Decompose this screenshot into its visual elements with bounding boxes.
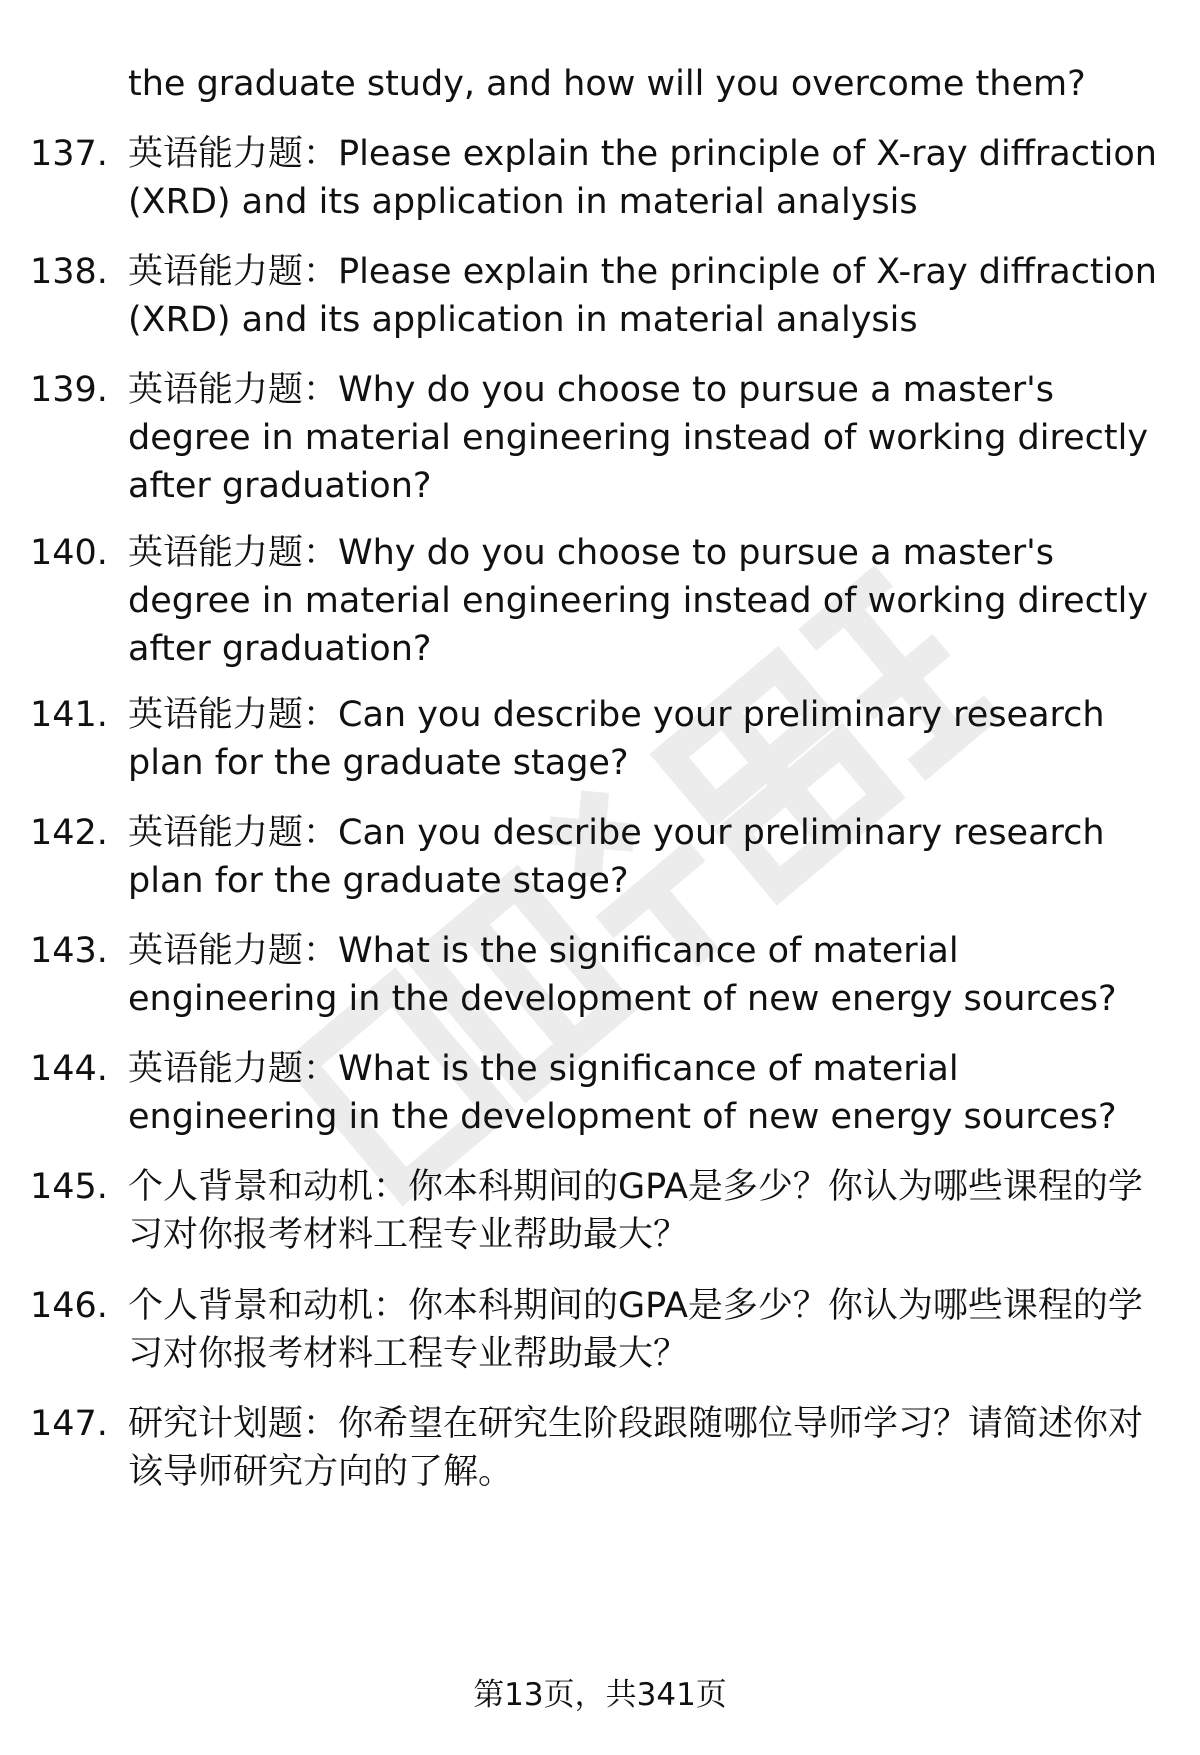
question-text: 英语能力题：Can you describe your preliminary research plan for the graduate stage? (128, 813, 1105, 901)
question-number: 147. (30, 1404, 108, 1444)
question-number: 145. (30, 1167, 108, 1207)
question-number: 137. (30, 134, 108, 174)
question-number: 138. (30, 252, 108, 292)
question-text: 英语能力题：Why do you choose to pursue a master's degree in material engineering instead of working directly after graduation? (128, 533, 1149, 669)
question-number: 141. (30, 695, 108, 735)
question-number: 146. (30, 1286, 108, 1326)
question-text: 英语能力题：Please explain the principle of X-ray diffraction (XRD) and its application in material analysis (128, 134, 1157, 222)
question-number: 143. (30, 931, 108, 971)
question-text: 英语能力题：Can you describe your preliminary research plan for the graduate stage? (128, 695, 1105, 783)
question-number: 144. (30, 1049, 108, 1089)
page-footer: 第13页，共341页 (473, 1677, 727, 1713)
question-text: 英语能力题：Please explain the principle of X-ray diffraction (XRD) and its application in material analysis (128, 252, 1157, 340)
continuation-text: the graduate study, and how will you overcome them? (128, 64, 1086, 104)
question-text: 个人背景和动机：你本科期间的GPA是多少？你认为哪些课程的学习对你报考材料工程专业帮助最大？ (128, 1167, 1143, 1255)
question-text: 研究计划题：你希望在研究生阶段跟随哪位导师学习？请简述你对该导师研究方向的了解。 (128, 1404, 1144, 1492)
question-text: 英语能力题：What is the significance of material engineering in the development of new energy sources? (128, 1049, 1117, 1137)
question-number: 140. (30, 533, 108, 573)
question-text: 个人背景和动机：你本科期间的GPA是多少？你认为哪些课程的学习对你报考材料工程专业帮助最大？ (128, 1286, 1143, 1374)
question-number: 139. (30, 370, 108, 410)
question-text: 英语能力题：Why do you choose to pursue a master's degree in material engineering instead of working directly after graduation? (128, 370, 1149, 506)
question-text: 英语能力题：What is the significance of material engineering in the development of new energy sources? (128, 931, 1117, 1019)
question-number: 142. (30, 813, 108, 853)
